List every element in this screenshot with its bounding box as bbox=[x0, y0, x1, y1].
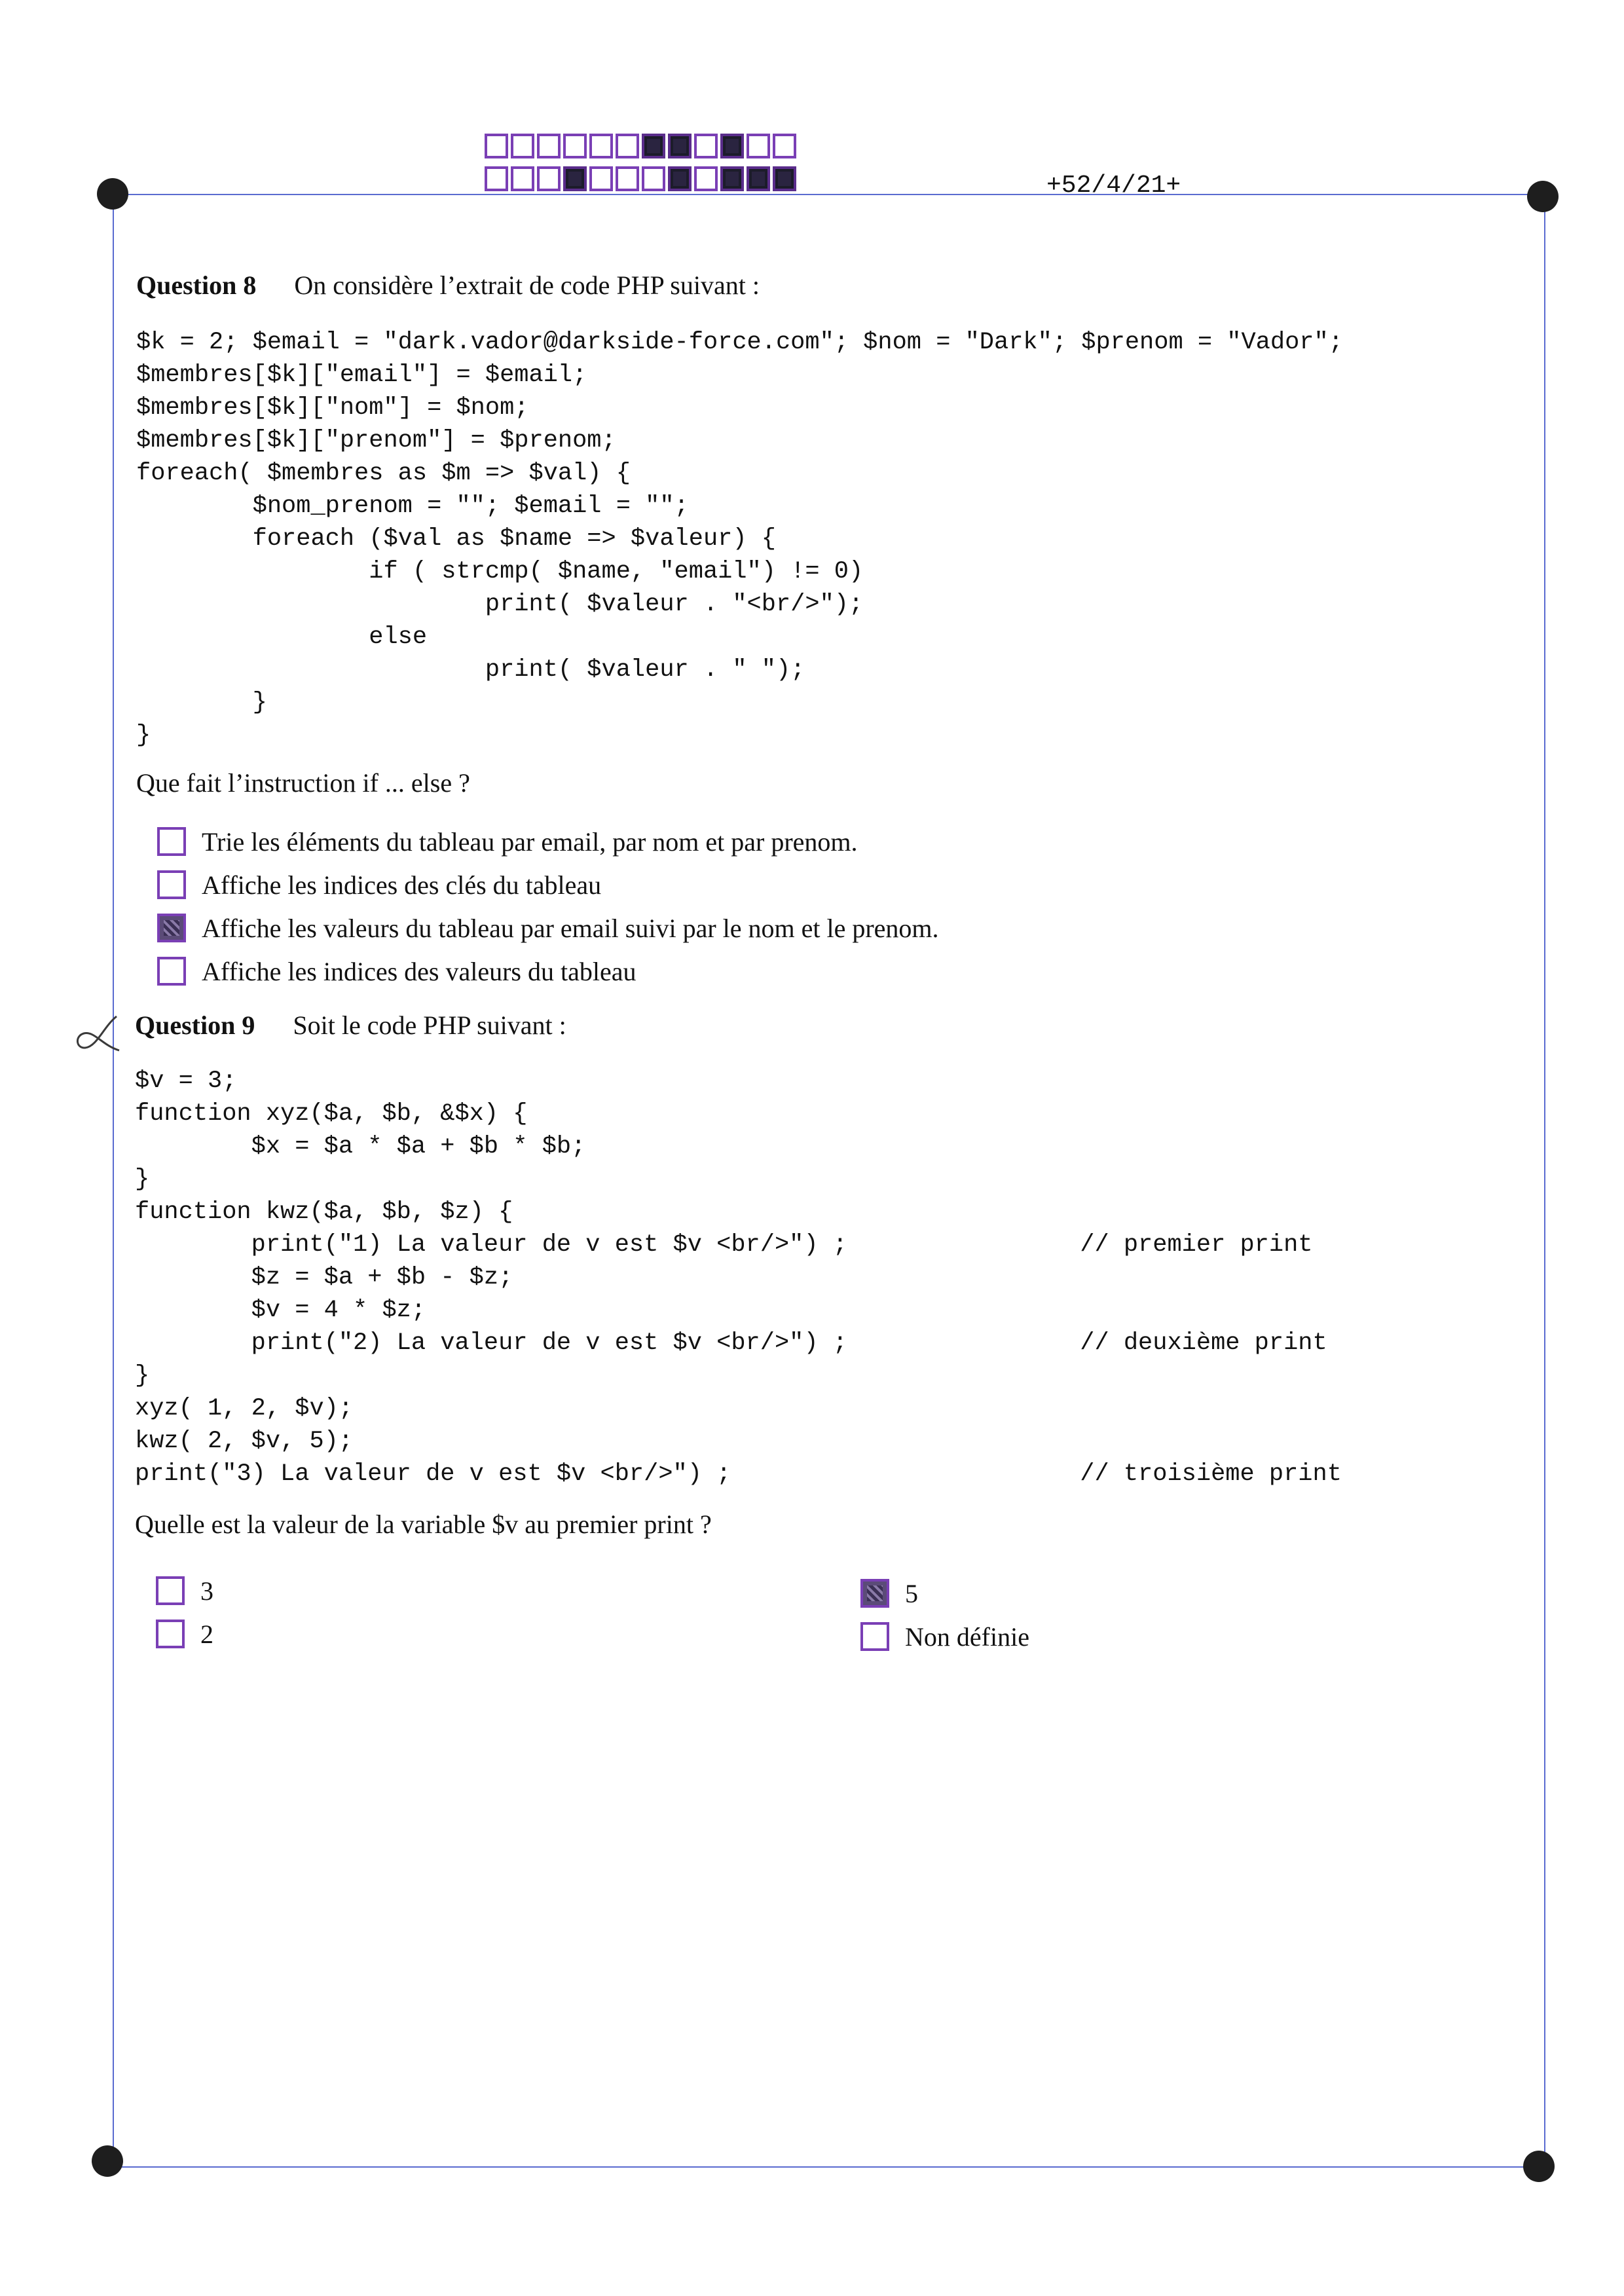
code-line: if ( strcmp( $name, "email") != 0) bbox=[136, 558, 864, 585]
q8-option-4[interactable] bbox=[157, 950, 939, 993]
checkbox[interactable] bbox=[156, 1620, 185, 1648]
handwritten-margin-mark bbox=[71, 1007, 123, 1070]
question-8-intro: On considère l’extrait de code PHP suivant : bbox=[294, 270, 760, 300]
code-line: print( $valeur . "<br/>"); bbox=[136, 591, 864, 618]
checkbox-checked[interactable] bbox=[860, 1579, 889, 1608]
q8-option-3[interactable] bbox=[157, 906, 939, 950]
code-line: foreach ($val as $name => $valeur) { bbox=[136, 525, 776, 553]
corner-mark-top-right bbox=[1527, 181, 1559, 212]
id-box-empty bbox=[485, 134, 508, 158]
id-box-filled bbox=[563, 166, 587, 191]
q8-option-1[interactable] bbox=[157, 820, 939, 863]
code-line: } bbox=[136, 689, 267, 716]
question-8-header bbox=[136, 270, 760, 301]
code-line: $x = $a * $a + $b * $b; bbox=[135, 1133, 586, 1160]
id-box-filled bbox=[773, 166, 796, 191]
question-9-options-left bbox=[156, 1569, 213, 1656]
corner-mark-bottom-left bbox=[92, 2145, 123, 2177]
id-box-empty bbox=[616, 134, 639, 158]
q9-option-5-label: 5 bbox=[905, 1578, 918, 1608]
id-box-filled bbox=[642, 134, 665, 158]
q8-option-2[interactable] bbox=[157, 863, 939, 906]
code-line: function xyz($a, $b, &$x) { bbox=[135, 1100, 528, 1128]
question-8-options bbox=[157, 820, 939, 993]
code-line: print("1) La valeur de v est $v <br/>") ; // premier print bbox=[135, 1231, 1313, 1259]
id-box-row-2 bbox=[485, 166, 799, 191]
question-9-options-right bbox=[860, 1572, 1029, 1658]
code-line: print("3) La valeur de v est $v <br/>") ; // troisième print bbox=[135, 1460, 1342, 1488]
id-box-empty bbox=[511, 134, 534, 158]
q9-option-3[interactable] bbox=[156, 1569, 213, 1612]
code-line: } bbox=[135, 1166, 150, 1193]
handwritten-alpha-icon bbox=[71, 1007, 123, 1060]
question-8-label: Question 8 bbox=[136, 270, 257, 300]
id-box-filled bbox=[668, 166, 692, 191]
id-box-empty bbox=[589, 134, 613, 158]
code-line: function kwz($a, $b, $z) { bbox=[135, 1198, 513, 1226]
checkbox[interactable] bbox=[157, 870, 186, 899]
code-line: else bbox=[136, 623, 428, 651]
id-box-empty bbox=[747, 134, 770, 158]
code-line: $membres[$k]["email"] = $email; bbox=[136, 361, 587, 389]
id-box-empty bbox=[537, 134, 561, 158]
id-box-filled bbox=[668, 134, 692, 158]
checkbox[interactable] bbox=[860, 1622, 889, 1651]
id-box-empty bbox=[694, 134, 718, 158]
code-line: xyz( 1, 2, $v); bbox=[135, 1395, 354, 1422]
checkbox[interactable] bbox=[156, 1576, 185, 1605]
q8-option-4-label: Affiche les indices des valeurs du tableau bbox=[202, 956, 637, 986]
code-line: kwz( 2, $v, 5); bbox=[135, 1428, 354, 1455]
code-line: $membres[$k]["nom"] = $nom; bbox=[136, 394, 529, 422]
code-line: $nom_prenom = ""; $email = ""; bbox=[136, 492, 689, 520]
question-9-intro: Soit le code PHP suivant : bbox=[293, 1010, 566, 1040]
q9-option-2[interactable] bbox=[156, 1612, 213, 1656]
code-line: } bbox=[135, 1362, 150, 1390]
question-9-label: Question 9 bbox=[135, 1010, 255, 1040]
code-line: print( $valeur . " "); bbox=[136, 656, 805, 684]
id-box-filled bbox=[720, 166, 744, 191]
code-line: $v = 4 * $z; bbox=[135, 1297, 426, 1324]
checkbox[interactable] bbox=[157, 827, 186, 856]
corner-mark-bottom-right bbox=[1523, 2151, 1555, 2182]
checkbox[interactable] bbox=[157, 957, 186, 986]
q9-option-2-label: 2 bbox=[200, 1619, 213, 1649]
q9-option-5[interactable] bbox=[860, 1572, 1029, 1615]
id-box-empty bbox=[694, 166, 718, 191]
q8-option-3-label: Affiche les valeurs du tableau par email suivi par le nom et le prenom. bbox=[202, 913, 939, 943]
code-line: $z = $a + $b - $z; bbox=[135, 1264, 513, 1291]
id-box-empty bbox=[485, 166, 508, 191]
question-9-header bbox=[135, 1010, 566, 1041]
question-9-prompt: Quelle est la valeur de la variable $v au premier print ? bbox=[135, 1509, 712, 1539]
page-id: +52/4/21+ bbox=[1046, 172, 1181, 200]
id-box-empty bbox=[616, 166, 639, 191]
q9-option-3-label: 3 bbox=[200, 1576, 213, 1606]
code-line: $v = 3; bbox=[135, 1067, 237, 1095]
q8-option-1-label: Trie les éléments du tableau par email, par nom et par prenom. bbox=[202, 826, 858, 857]
id-box-empty bbox=[563, 134, 587, 158]
q9-option-non-definie[interactable] bbox=[860, 1615, 1029, 1658]
q8-option-2-label: Affiche les indices des clés du tableau bbox=[202, 870, 602, 900]
id-box-empty bbox=[511, 166, 534, 191]
code-line: $membres[$k]["prenom"] = $prenom; bbox=[136, 427, 616, 454]
id-box-empty bbox=[589, 166, 613, 191]
question-8-prompt: Que fait l’instruction if ... else ? bbox=[136, 768, 470, 798]
question-9-code bbox=[135, 1065, 1342, 1491]
corner-mark-top-left bbox=[97, 178, 128, 210]
id-box-empty bbox=[537, 166, 561, 191]
question-8-code bbox=[136, 326, 1343, 752]
checkbox-checked[interactable] bbox=[157, 914, 186, 942]
code-line: foreach( $membres as $m => $val) { bbox=[136, 460, 631, 487]
id-box-filled bbox=[720, 134, 744, 158]
q9-option-non-definie-label: Non définie bbox=[905, 1621, 1029, 1652]
code-line: print("2) La valeur de v est $v <br/>") ; // deuxième print bbox=[135, 1329, 1327, 1357]
id-box-empty bbox=[773, 134, 796, 158]
code-line: $k = 2; $email = "dark.vador@darkside-force.com"; $nom = "Dark"; $prenom = "Vador"; bbox=[136, 329, 1343, 356]
id-box-row-1 bbox=[485, 134, 799, 158]
id-box-filled bbox=[747, 166, 770, 191]
code-line: } bbox=[136, 722, 151, 749]
id-box-empty bbox=[642, 166, 665, 191]
